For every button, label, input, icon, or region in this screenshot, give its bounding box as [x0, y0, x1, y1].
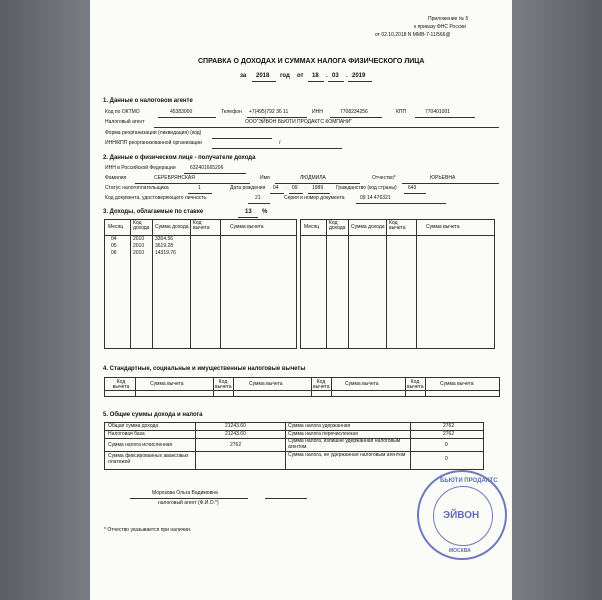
status-label: Статус налогоплательщика	[105, 185, 169, 191]
document-title: СПРАВКА О ДОХОДАХ И СУММАХ НАЛОГА ФИЗИЧЕСКОГО ЛИЦА	[198, 58, 425, 65]
year-label: год	[280, 73, 290, 79]
deduction-sum-header-4: Сумма вычета	[440, 381, 474, 387]
deduction-sum-header-3: Сумма вычета	[345, 381, 379, 387]
doc-series-label: Серия и номер документа	[284, 195, 345, 201]
fixed-advance-label: Сумма фиксированных авансовых платежей	[108, 453, 189, 465]
col-income-code-right: Код дохода	[329, 220, 346, 232]
total-income-label: Общая сумма дохода	[108, 423, 159, 429]
appendix-number: Приложение № 5	[428, 16, 469, 22]
kpp-value: 770401001	[425, 109, 451, 115]
patronymic-label: Отчество*	[372, 175, 396, 181]
agent-label: Налоговый агент	[105, 119, 145, 125]
name-value: ЛЮДМИЛА	[300, 175, 326, 181]
order-line-1: к приказу ФНС России	[414, 24, 466, 30]
row-sum: 3304.56	[155, 236, 174, 242]
doc-series-value: 09 14 476321	[360, 195, 391, 201]
deduction-code-header-2: Код вычета	[215, 379, 232, 391]
section2-heading: 2. Данные о физическом лице - получателе дохода	[103, 155, 256, 161]
stamp-bottom-text: МОСКВА	[449, 548, 471, 554]
section3-heading: 3. Доходы, облагаемые по ставке	[103, 209, 204, 215]
row-month: 05	[111, 243, 117, 249]
stamp-ring-text: БЬЮТИ ПРОДАКТС	[440, 478, 498, 484]
tax-rate-unit: %	[262, 209, 268, 215]
for-label: за	[240, 73, 247, 79]
date-day: 18	[312, 73, 319, 79]
citizenship-label: Гражданство (код страны)	[336, 185, 397, 191]
col-income-sum-right: Сумма дохода	[351, 224, 385, 230]
from-label: от	[297, 73, 304, 79]
name-label: Имя	[260, 175, 270, 181]
deduction-code-header-3: Код вычета	[313, 379, 330, 391]
date-year: 2019	[352, 73, 366, 79]
inn-label: ИНН	[312, 109, 323, 115]
row-code: 2010	[133, 250, 145, 256]
tax-base-value: 21243.60	[225, 431, 246, 437]
order-line-2: от 02.10.2018 N ММВ-7-11/566@	[375, 32, 451, 38]
background-right	[512, 0, 602, 600]
inn-rf-value: 632401665206	[190, 165, 224, 171]
col-deduction-sum-right: Сумма вычета	[426, 224, 460, 230]
date-month: 03	[332, 73, 339, 79]
inn-value: 7708234256	[340, 109, 368, 115]
row-month: 06	[111, 250, 117, 256]
total-income-value: 21243.60	[225, 423, 246, 429]
doc-code-label: Код документа, удостоверяющего личность:	[105, 195, 208, 201]
dob-label: Дата рождения	[230, 185, 266, 191]
totals-table	[104, 422, 484, 470]
reorg-separator: /	[279, 140, 281, 146]
surname-value: СЕРЕБРЯНСКАЯ	[154, 175, 195, 181]
row-code: 2010	[133, 243, 145, 249]
income-table-right	[300, 219, 495, 349]
status-value: 1	[198, 185, 201, 191]
tax-not-withheld-value: 0	[445, 456, 448, 462]
phone-label: Телефон	[221, 109, 242, 115]
deduction-sum-header-2: Сумма вычета	[249, 381, 283, 387]
deduction-sum-header-1: Сумма вычета	[150, 381, 184, 387]
company-stamp	[417, 470, 507, 560]
row-code: 2010	[133, 236, 145, 242]
reorg-label: Форма реорганизации (ликвидация) (код)	[105, 130, 202, 136]
tax-transferred-label: Сумма налога перечисленная	[288, 431, 358, 437]
doc-code-value: 21	[255, 195, 261, 201]
dob-month: 09	[292, 185, 298, 191]
deductions-table	[104, 377, 500, 397]
col-income-code: Код дохода	[133, 220, 150, 232]
tax-calculated-value: 2762	[230, 442, 242, 448]
col-month: Месяц	[108, 224, 124, 230]
citizenship-value: 643	[408, 185, 417, 191]
tax-overwithheld-value: 0	[445, 442, 448, 448]
tax-rate: 13	[245, 209, 252, 215]
tax-calculated-label: Сумма налога исчисленная	[108, 442, 173, 448]
row-sum: 14319.76	[155, 250, 176, 256]
inn-rf-label: ИНН в Российской Федерации	[105, 165, 176, 171]
reorg-inn-label: ИНН/КПП реорганизованной организации	[105, 140, 202, 146]
footnote: * Отчество указывается при наличии.	[104, 527, 192, 533]
col-income-sum: Сумма дохода	[155, 224, 189, 230]
patronymic-value: ЮРЬЕВНА	[430, 175, 456, 181]
signer-name: Морозова Ольга Вадимовна	[152, 490, 218, 496]
tax-withheld-label: Сумма налога удержанная	[288, 423, 351, 429]
tax-certificate-page: Приложение № 5 к приказу ФНС России от 02.10.2018 N ММВ-7-11/566@ СПРАВКА О ДОХОДАХ И СУММАХ НАЛОГА ФИЗИЧЕСКОГО ЛИЦА за 2018 год от 18 . 03 . 2019 1. Данные о налоговом агенте Код по ОКТМО 45383000 Телефон +7(495)792 36 11 ИНН 7708234256 КПП 770401001 Налоговый агент ООО"ЭЙВОН БЬЮТИ ПРОДАКТС КОМПАНИ" Форма реорганизации (ликвидация) (код) ИНН/КПП реорганизованной организации / 2. Данные о физическом лице - получателе дохода ИНН в Российской Федерации 632401665206 Фамилия СЕРЕБРЯНСКАЯ Имя ЛЮДМИЛА Отчество* ЮРЬЕВНА Статус налогоплательщика 1 Дата рождения 04 . 09 . 1989 Гражданство (код страны) 643 Код документа, удостоверяющего личность: 21 Серия и номер документа 09 14 476321 3. Доходы, облагаемые по ставке 13 % Месяц Код дохода Сумма дохода Код вычета Сумма вычета 04 2010 3304.56 05 2010 3619.28 06 2010 14319.76 Месяц Код дохода Сумма дохода Код вычета Сумма вычета 4. Стандартные, социальные и имущественные налоговые вычеты Код вычета Сумма вычета Код вычета Сумма вычета Код вычета Сумма вычета Код вычета Сумма вычета 5. Общие суммы дохода и налога Общая сумма дохода 21243.60 Налоговая база 21243.60 Сумма налога исчисленная 2762 Сумма фиксированных авансовых платежей Сумма налога удержанная 2762 Сумма налога перечисленная 2762 Сумма налога, излишне удержанная налоговым агентом 0 Сумма налога, не удержанная налоговым агентом 0 Морозова Ольга Вадимовна налоговый агент (Ф.И.О.*) * Отчество указывается при наличии. БЬЮТИ ПРОДАКТС ЭЙВОН МОСКВА	[90, 0, 512, 600]
agent-value: ООО"ЭЙВОН БЬЮТИ ПРОДАКТС КОМПАНИ"	[245, 119, 353, 125]
col-deduction-code-right: Код вычета	[389, 220, 406, 232]
kpp-label: КПП	[396, 109, 407, 115]
tax-transferred-value: 2762	[443, 431, 455, 437]
oktmo-label: Код по ОКТМО	[105, 109, 140, 115]
surname-label: Фамилия	[105, 175, 127, 181]
tax-overwithheld-label: Сумма налога, излишне удержанная налоговым агентом	[288, 438, 401, 450]
deduction-code-header-1: Код вычета	[112, 379, 130, 391]
col-month-right: Месяц	[304, 224, 320, 230]
section4-heading: 4. Стандартные, социальные и имущественные налоговые вычеты	[103, 366, 306, 372]
background-left	[0, 0, 90, 600]
dob-year: 1989	[312, 185, 324, 191]
income-table-left	[104, 219, 297, 349]
phone-value: +7(495)792 36 11	[249, 109, 289, 115]
row-sum: 3619.28	[155, 243, 174, 249]
stamp-center-text: ЭЙВОН	[443, 510, 480, 521]
tax-not-withheld-label: Сумма налога, не удержанная налоговым агентом	[288, 452, 406, 458]
section1-heading: 1. Данные о налоговом агенте	[103, 98, 193, 104]
section5-heading: 5. Общие суммы дохода и налога	[103, 412, 203, 418]
tax-base-label: Налоговая база	[108, 431, 145, 437]
dob-day: 04	[273, 185, 279, 191]
col-deduction-code: Код вычета	[193, 220, 210, 232]
deduction-code-header-4: Код вычета	[407, 379, 424, 391]
signer-caption: налоговый агент (Ф.И.О.*)	[158, 500, 219, 506]
row-month: 04	[111, 236, 117, 242]
report-year: 2018	[256, 73, 270, 79]
oktmo-value: 45383000	[170, 109, 193, 115]
col-deduction-sum: Сумма вычета	[230, 224, 264, 230]
tax-withheld-value: 2762	[443, 423, 455, 429]
